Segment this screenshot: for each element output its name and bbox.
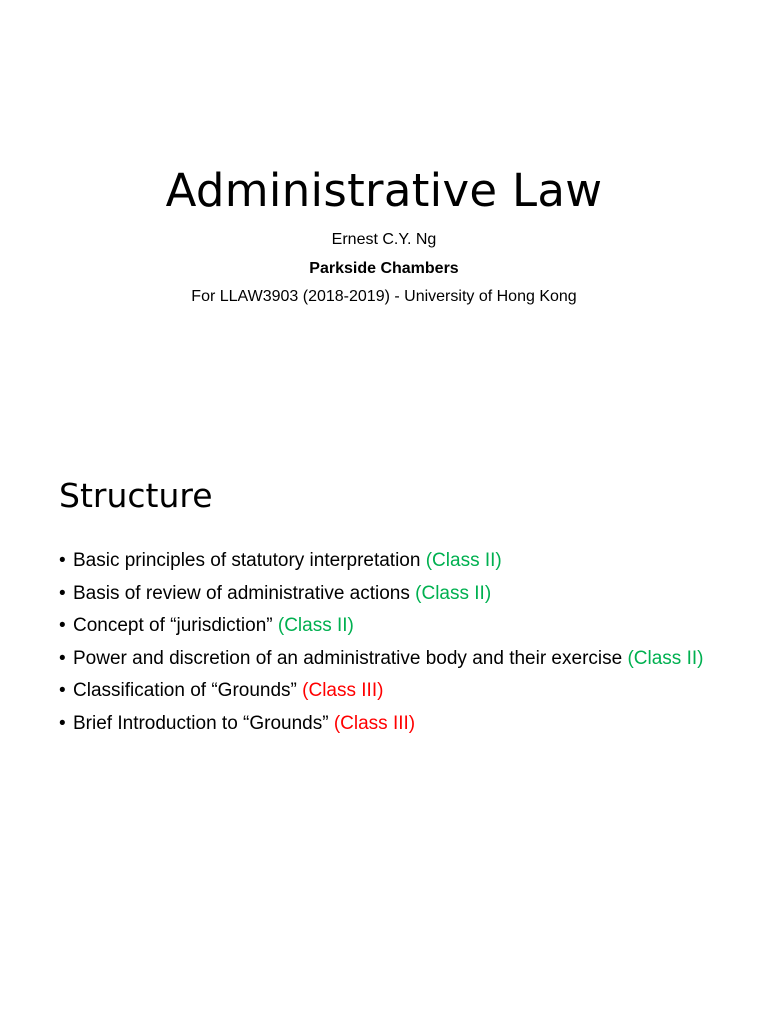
list-item bbox=[59, 582, 739, 606]
item-text: Classification of “Grounds” bbox=[73, 680, 303, 701]
bullet-icon: • bbox=[59, 615, 66, 636]
list-item bbox=[59, 679, 739, 703]
list-item bbox=[59, 647, 739, 671]
class-tag: (Class II) bbox=[627, 647, 704, 669]
list-item bbox=[59, 712, 739, 736]
chambers-name: Parkside Chambers bbox=[309, 260, 459, 277]
item-text: Power and discretion of an administrative body and their exercise bbox=[73, 647, 628, 669]
class-tag: (Class III) bbox=[302, 680, 384, 701]
structure-bullet-list bbox=[59, 549, 739, 744]
slide-title: Administrative Law bbox=[165, 164, 603, 217]
class-tag: (Class III) bbox=[333, 712, 416, 734]
bullet-icon: • bbox=[59, 550, 66, 571]
title-slide bbox=[0, 0, 768, 420]
class-tag: (Class II) bbox=[425, 550, 502, 571]
list-item bbox=[59, 549, 739, 573]
structure-heading: Structure bbox=[59, 476, 213, 515]
item-text: Concept of “jurisdiction” bbox=[73, 615, 278, 636]
bullet-icon: • bbox=[59, 712, 66, 734]
class-tag: (Class II) bbox=[277, 615, 354, 636]
bullet-icon: • bbox=[59, 680, 66, 701]
item-text: Brief Introduction to “Grounds” bbox=[73, 712, 334, 734]
item-text: Basis of review of administrative actions bbox=[73, 582, 416, 604]
author-name: Ernest C.Y. Ng bbox=[331, 231, 437, 248]
list-item bbox=[59, 614, 739, 638]
class-tag: (Class II) bbox=[415, 582, 492, 604]
item-text: Basic principles of statutory interpretation bbox=[73, 550, 426, 571]
course-info: For LLAW3903 (2018-2019) - University of Hong Kong bbox=[191, 288, 577, 305]
bullet-icon: • bbox=[59, 582, 66, 604]
structure-slide bbox=[0, 460, 768, 980]
bullet-icon: • bbox=[59, 647, 66, 669]
